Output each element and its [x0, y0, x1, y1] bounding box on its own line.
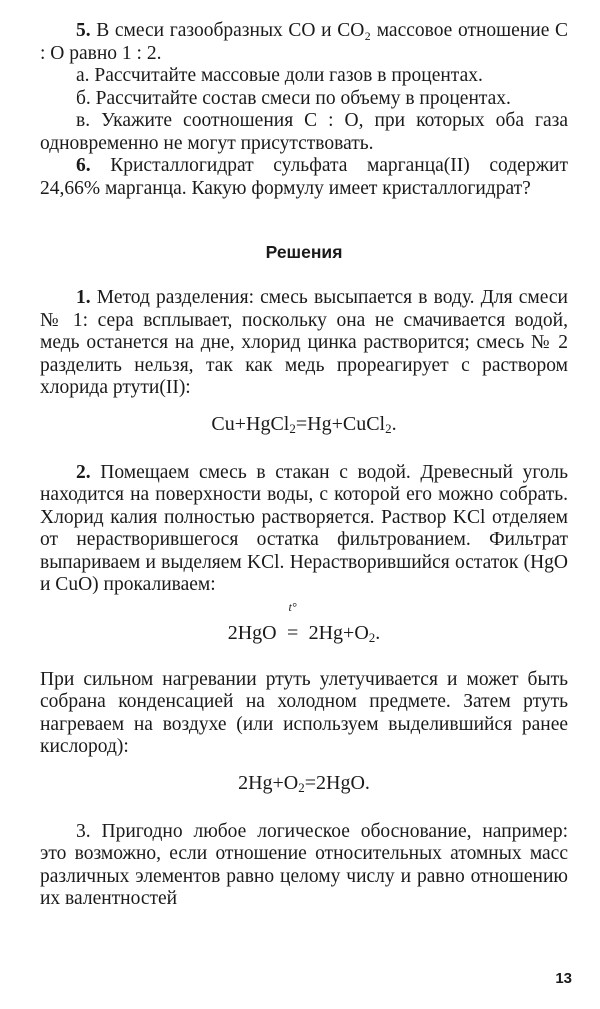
equation-1-sub-a: 2 [289, 420, 296, 436]
equation-1-part-b: =Hg+CuCl [295, 412, 386, 435]
equation-3 [40, 771, 568, 795]
solution-2-continuation: При сильном нагревании ртуть улетучивается и может быть собрана конденсацией на холодном предмете. Затем ртуть нагреваем на воздухе (или используем выделившийся ранее кислород): [40, 668, 568, 757]
solution-3-text: Пригодно любое логическое обоснование, например: это возможно, если отношение относительных атомных масс различных элементов равно целому числу и равно отношению их валентностей [40, 820, 568, 909]
equation-1-sub-b: 2 [385, 420, 392, 436]
problem-5-number: 5. [76, 20, 91, 41]
solution-2-number: 2. [76, 461, 91, 483]
equation-2-right: 2Hg+O [303, 621, 369, 644]
problem-5 [40, 20, 568, 65]
problem-6-text: Кристаллогидрат сульфата марганца(II) содержит 24,66% марганца. Какую формулу имеет кристаллогидрат? [40, 155, 568, 199]
equation-2-sub: 2 [368, 629, 376, 645]
document-page [40, 20, 568, 911]
equation-3-part-a: 2Hg+O [238, 771, 299, 794]
page-number: 13 [555, 970, 572, 987]
problem-5b: б. Рассчитайте состав смеси по объему в процентах. [76, 87, 511, 109]
equation-2-equals: = [286, 621, 299, 644]
solution-1-number: 1. [76, 287, 91, 308]
equation-2-condition: t° [288, 599, 297, 614]
solution-3-number: 3. [76, 820, 91, 842]
equation-2 [40, 599, 568, 645]
equation-1-part-a: Cu+HgCl [211, 412, 290, 435]
solution-2 [40, 462, 568, 597]
problem-5-text: В смеси газообразных CO и CO₂ массовое отношение C : O равно 1 : 2. [40, 20, 568, 64]
equation-1 [40, 412, 568, 436]
solution-2-text: Помещаем смесь в стакан с водой. Древесный уголь находится на поверхности воды, с которой его можно собрать. Хлорид калия полностью растворяется. Раствор KCl отделяем от нерастворившегося остатка фильтрованием. Фильтрат выпариваем и выделяем KCl. Нерастворившийся остаток (HgO и CuO) прокаливаем: [40, 461, 568, 595]
solution-3 [40, 821, 568, 911]
problem-6 [40, 155, 568, 200]
problem-5a: а. Рассчитайте массовые доли газов в процентах. [76, 65, 483, 86]
problem-5c: в. Укажите соотношения C : O, при которых оба газа одновременно не могут присутствовать. [40, 110, 568, 154]
solution-1-text: Метод разделения: смесь высыпается в воду. Для смеси № 1: сера всплывает, поскольку она не смачивается водой, медь останется на дне, хлорид цинка растворится; смесь № 2 разделить нельзя, так как медь прореагирует с раствором хлорида ртути(II): [40, 287, 568, 398]
problem-6-number: 6. [76, 155, 91, 176]
equation-2-sign [282, 599, 304, 645]
equation-2-left: 2HgO [227, 621, 282, 644]
equation-2-end: . [375, 621, 381, 644]
equation-3-part-b: =2HgO. [304, 771, 370, 794]
equation-1-end: . [391, 412, 397, 435]
equation-3-sub: 2 [298, 779, 305, 795]
solutions-heading: Решения [265, 242, 343, 262]
solution-1 [40, 287, 568, 400]
